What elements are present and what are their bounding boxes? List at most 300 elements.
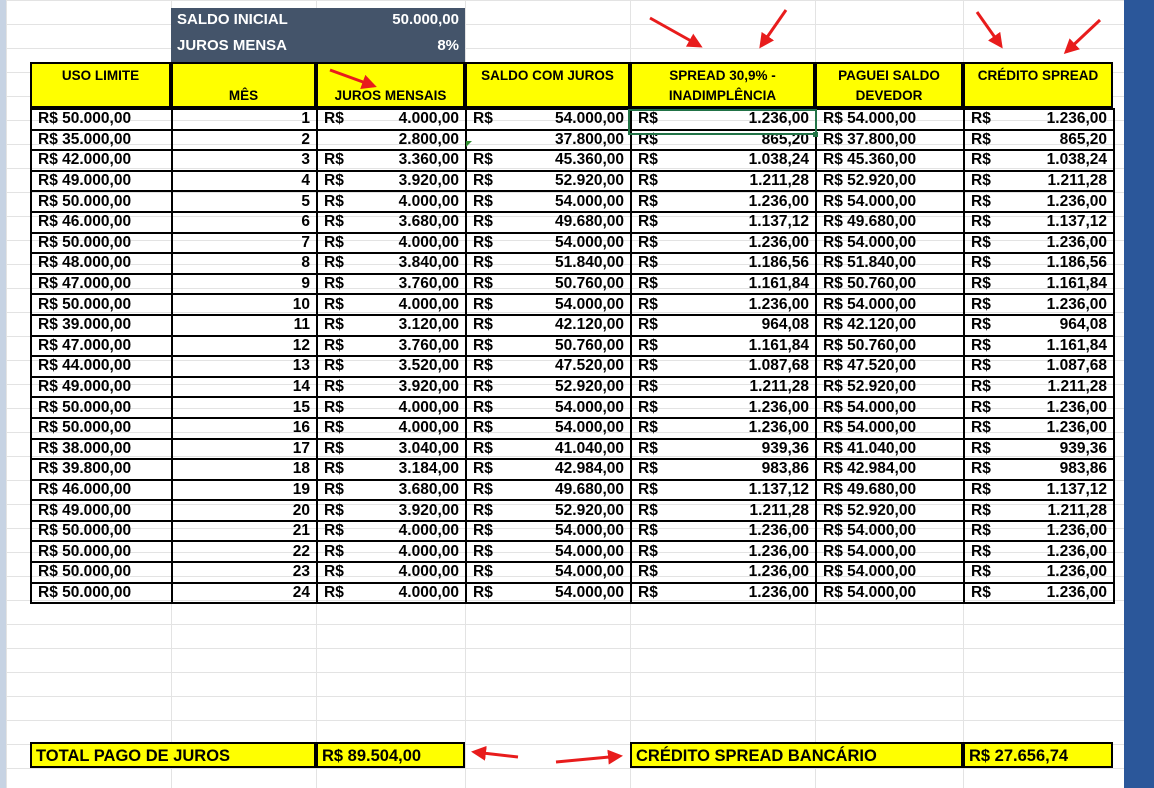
cell-uso-limite[interactable]	[31, 356, 172, 377]
uso-limite-value: R$ 48.000,00	[38, 254, 132, 272]
cell-credito-spread[interactable]	[964, 418, 1114, 439]
currency-symbol: R$	[324, 460, 344, 478]
cell-credito-spread[interactable]	[964, 253, 1114, 274]
header-paguei-line1: PAGUEI SALDO	[838, 68, 940, 83]
mes-value: 17	[292, 439, 310, 457]
cell-paguei-saldo[interactable]	[816, 480, 964, 501]
cell-uso-limite[interactable]	[31, 109, 172, 130]
cell-spread[interactable]	[631, 109, 816, 130]
cell-saldo-com-juros[interactable]	[466, 294, 631, 315]
cell-juros[interactable]	[317, 480, 466, 501]
spread-value: 1.186,56	[748, 254, 809, 272]
cell-credito-spread[interactable]	[964, 521, 1114, 542]
cell-credito-spread[interactable]	[964, 500, 1114, 521]
table-row	[31, 150, 1114, 171]
saldo-value: 54.000,00	[555, 233, 624, 251]
spread-value: 1.137,12	[748, 213, 809, 231]
cell-credito-spread[interactable]	[964, 171, 1114, 192]
saldo-inicial-value[interactable]: 50.000,00	[316, 8, 465, 32]
cell-paguei-saldo[interactable]	[816, 233, 964, 254]
currency-symbol: R$	[473, 295, 493, 313]
cell-paguei-saldo[interactable]	[816, 336, 964, 357]
cell-credito-spread[interactable]	[964, 377, 1114, 398]
currency-symbol: R$	[638, 172, 658, 190]
cell-spread[interactable]	[631, 562, 816, 583]
cell-mes[interactable]	[172, 480, 317, 501]
cell-credito-spread[interactable]	[964, 397, 1114, 418]
cell-mes[interactable]	[172, 233, 317, 254]
spread-value: 964,08	[761, 316, 809, 334]
cell-uso-limite[interactable]	[31, 439, 172, 460]
cell-mes[interactable]	[172, 336, 317, 357]
cell-juros[interactable]	[317, 356, 466, 377]
juros-value: 4.000,00	[398, 542, 459, 560]
table-row	[31, 233, 1114, 254]
uso-limite-value: R$ 50.000,00	[38, 110, 132, 128]
cell-spread[interactable]	[631, 336, 816, 357]
cell-paguei-saldo[interactable]	[816, 212, 964, 233]
header-paguei-saldo[interactable]	[815, 62, 963, 108]
header-juros-mensais[interactable]: JUROS MENSAIS	[316, 62, 465, 108]
cell-juros[interactable]	[317, 233, 466, 254]
cell-mes[interactable]	[172, 562, 317, 583]
currency-symbol: R$	[473, 213, 493, 231]
uso-limite-value: R$ 50.000,00	[38, 398, 132, 416]
table-row	[31, 274, 1114, 295]
cell-juros[interactable]	[317, 459, 466, 480]
currency-symbol: R$	[971, 336, 991, 354]
cell-paguei-saldo[interactable]	[816, 521, 964, 542]
cell-spread[interactable]	[631, 315, 816, 336]
cell-uso-limite[interactable]	[31, 583, 172, 604]
currency-symbol: R$	[971, 563, 991, 581]
cell-uso-limite[interactable]	[31, 294, 172, 315]
juros-value: 3.920,00	[398, 501, 459, 519]
table-row	[31, 294, 1114, 315]
paguei-value: R$ 37.800,00	[823, 130, 917, 148]
cell-saldo-com-juros[interactable]	[466, 562, 631, 583]
paguei-value: R$ 51.840,00	[823, 254, 917, 272]
cell-uso-limite[interactable]	[31, 377, 172, 398]
cell-credito-spread[interactable]	[964, 480, 1114, 501]
cell-juros[interactable]	[317, 583, 466, 604]
header-spread-line2: INADIMPLÊNCIA	[668, 88, 777, 103]
cell-credito-spread[interactable]	[964, 212, 1114, 233]
spread-value: 1.236,00	[748, 398, 809, 416]
cell-paguei-saldo[interactable]	[816, 171, 964, 192]
cell-spread[interactable]	[631, 583, 816, 604]
cell-uso-limite[interactable]	[31, 521, 172, 542]
currency-symbol: R$	[324, 398, 344, 416]
currency-symbol: R$	[324, 542, 344, 560]
cell-paguei-saldo[interactable]	[816, 500, 964, 521]
credito-value: 1.211,28	[1047, 172, 1107, 190]
cell-paguei-saldo[interactable]	[816, 253, 964, 274]
cell-saldo-com-juros[interactable]	[466, 171, 631, 192]
cell-credito-spread[interactable]	[964, 459, 1114, 480]
credito-value: 1.236,00	[1046, 398, 1107, 416]
uso-limite-value: R$ 50.000,00	[38, 522, 132, 540]
cell-juros[interactable]	[317, 377, 466, 398]
paguei-value: R$ 45.360,00	[823, 151, 917, 169]
juros-value: 3.920,00	[398, 378, 459, 396]
credito-value: 1.236,00	[1046, 295, 1107, 313]
currency-symbol: R$	[638, 254, 658, 272]
cell-juros[interactable]	[317, 150, 466, 171]
saldo-value: 52.920,00	[555, 378, 624, 396]
credito-value: 1.236,00	[1046, 583, 1107, 601]
uso-limite-value: R$ 42.000,00	[38, 151, 132, 169]
cell-credito-spread[interactable]	[964, 356, 1114, 377]
cell-mes[interactable]	[172, 294, 317, 315]
uso-limite-value: R$ 44.000,00	[38, 357, 132, 375]
cell-juros[interactable]	[317, 109, 466, 130]
credito-value: 964,08	[1059, 316, 1107, 334]
cell-paguei-saldo[interactable]	[816, 562, 964, 583]
header-credito-spread[interactable]: CRÉDITO SPREAD	[963, 62, 1113, 108]
cell-paguei-saldo[interactable]	[816, 459, 964, 480]
cell-mes[interactable]	[172, 439, 317, 460]
cell-juros[interactable]	[317, 130, 466, 151]
currency-symbol: R$	[473, 275, 493, 293]
currency-symbol: R$	[971, 130, 991, 148]
currency-symbol: R$	[971, 151, 991, 169]
cell-juros[interactable]	[317, 212, 466, 233]
currency-symbol: R$	[971, 501, 991, 519]
cell-spread[interactable]	[631, 480, 816, 501]
cell-saldo-com-juros[interactable]	[466, 480, 631, 501]
cell-mes[interactable]	[172, 315, 317, 336]
cell-paguei-saldo[interactable]	[816, 150, 964, 171]
cell-paguei-saldo[interactable]	[816, 541, 964, 562]
cell-credito-spread[interactable]	[964, 562, 1114, 583]
cell-mes[interactable]	[172, 500, 317, 521]
uso-limite-value: R$ 49.000,00	[38, 172, 132, 190]
saldo-value: 50.760,00	[555, 275, 624, 293]
table-row	[31, 130, 1114, 151]
cell-saldo-com-juros[interactable]	[466, 253, 631, 274]
cell-uso-limite[interactable]	[31, 233, 172, 254]
cell-credito-spread[interactable]	[964, 109, 1114, 130]
spread-value: 1.236,00	[748, 233, 809, 251]
cell-saldo-com-juros[interactable]	[466, 109, 631, 130]
cell-credito-spread[interactable]	[964, 294, 1114, 315]
cell-mes[interactable]	[172, 397, 317, 418]
cell-spread[interactable]	[631, 150, 816, 171]
juros-mensal-value[interactable]: 8%	[316, 32, 465, 62]
cell-mes[interactable]	[172, 459, 317, 480]
mes-value: 12	[292, 336, 310, 354]
currency-symbol: R$	[473, 378, 493, 396]
cell-mes[interactable]	[172, 191, 317, 212]
currency-symbol: R$	[971, 172, 991, 190]
mes-value: 21	[292, 522, 310, 540]
cell-credito-spread[interactable]	[964, 233, 1114, 254]
credito-value: 1.186,56	[1046, 254, 1107, 272]
header-spread[interactable]	[630, 62, 815, 108]
total-pago-label[interactable]: TOTAL PAGO DE JUROS	[30, 742, 316, 768]
cell-credito-spread[interactable]	[964, 274, 1114, 295]
cell-saldo-com-juros[interactable]	[466, 212, 631, 233]
cell-saldo-com-juros[interactable]	[466, 191, 631, 212]
cell-spread[interactable]	[631, 294, 816, 315]
cell-saldo-com-juros[interactable]	[466, 541, 631, 562]
cell-spread[interactable]	[631, 397, 816, 418]
cell-saldo-com-juros[interactable]	[466, 397, 631, 418]
currency-symbol: R$	[473, 542, 493, 560]
cell-credito-spread[interactable]	[964, 541, 1114, 562]
cell-mes[interactable]	[172, 274, 317, 295]
cell-juros[interactable]	[317, 562, 466, 583]
cell-credito-spread[interactable]	[964, 315, 1114, 336]
cell-credito-spread[interactable]	[964, 336, 1114, 357]
cell-mes[interactable]	[172, 418, 317, 439]
cell-paguei-saldo[interactable]	[816, 356, 964, 377]
cell-credito-spread[interactable]	[964, 583, 1114, 604]
cell-saldo-com-juros[interactable]	[466, 315, 631, 336]
cell-spread[interactable]	[631, 130, 816, 151]
cell-spread[interactable]	[631, 418, 816, 439]
table-row	[31, 583, 1114, 604]
spread-value: 1.211,28	[749, 378, 809, 396]
cell-credito-spread[interactable]	[964, 150, 1114, 171]
currency-symbol: R$	[473, 254, 493, 272]
credito-value: 1.137,12	[1046, 480, 1107, 498]
credito-value: 1.236,00	[1046, 192, 1107, 210]
cell-juros[interactable]	[317, 418, 466, 439]
cell-uso-limite[interactable]	[31, 171, 172, 192]
currency-symbol: R$	[971, 419, 991, 437]
cell-paguei-saldo[interactable]	[816, 397, 964, 418]
currency-symbol: R$	[473, 357, 493, 375]
cell-spread[interactable]	[631, 356, 816, 377]
cell-saldo-com-juros[interactable]	[466, 150, 631, 171]
cell-paguei-saldo[interactable]	[816, 583, 964, 604]
paguei-value: R$ 54.000,00	[823, 233, 917, 251]
cell-credito-spread[interactable]	[964, 191, 1114, 212]
cell-uso-limite[interactable]	[31, 150, 172, 171]
cell-paguei-saldo[interactable]	[816, 377, 964, 398]
cell-spread[interactable]	[631, 541, 816, 562]
currency-symbol: R$	[473, 192, 493, 210]
cell-credito-spread[interactable]	[964, 439, 1114, 460]
cell-spread[interactable]	[631, 439, 816, 460]
saldo-value: 45.360,00	[555, 151, 624, 169]
cell-paguei-saldo[interactable]	[816, 418, 964, 439]
juros-value: 4.000,00	[398, 583, 459, 601]
uso-limite-value: R$ 50.000,00	[38, 563, 132, 581]
cell-juros[interactable]	[317, 274, 466, 295]
cell-uso-limite[interactable]	[31, 336, 172, 357]
credito-value: 1.161,84	[1046, 336, 1107, 354]
credito-value: 983,86	[1059, 460, 1107, 478]
saldo-value: 54.000,00	[555, 419, 624, 437]
paguei-value: R$ 54.000,00	[823, 110, 917, 128]
header-paguei-line2: DEVEDOR	[855, 88, 923, 103]
juros-value: 3.760,00	[398, 336, 459, 354]
cell-saldo-com-juros[interactable]	[466, 130, 631, 151]
cell-saldo-com-juros[interactable]	[466, 500, 631, 521]
currency-symbol: R$	[638, 275, 658, 293]
cell-saldo-com-juros[interactable]	[466, 233, 631, 254]
cell-spread[interactable]	[631, 233, 816, 254]
cell-juros[interactable]	[317, 336, 466, 357]
cell-uso-limite[interactable]	[31, 253, 172, 274]
mes-value: 10	[292, 295, 310, 313]
juros-value: 3.760,00	[398, 275, 459, 293]
spread-value: 1.236,00	[748, 192, 809, 210]
cell-mes[interactable]	[172, 171, 317, 192]
cell-juros[interactable]	[317, 315, 466, 336]
total-pago-value[interactable]: R$ 89.504,00	[316, 742, 465, 768]
cell-uso-limite[interactable]	[31, 191, 172, 212]
cell-juros[interactable]	[317, 171, 466, 192]
cell-saldo-com-juros[interactable]	[466, 439, 631, 460]
currency-symbol: R$	[324, 110, 344, 128]
cell-uso-limite[interactable]	[31, 212, 172, 233]
cell-spread[interactable]	[631, 212, 816, 233]
currency-symbol: R$	[473, 398, 493, 416]
currency-symbol: R$	[638, 295, 658, 313]
spread-value: 983,86	[761, 460, 809, 478]
cell-juros[interactable]	[317, 500, 466, 521]
paguei-value: R$ 54.000,00	[823, 542, 917, 560]
credito-spread-bancario-value[interactable]: R$ 27.656,74	[963, 742, 1113, 768]
cell-mes[interactable]	[172, 253, 317, 274]
cell-spread[interactable]	[631, 253, 816, 274]
credito-value: 1.236,00	[1046, 233, 1107, 251]
cell-juros[interactable]	[317, 191, 466, 212]
currency-symbol: R$	[324, 172, 344, 190]
credito-spread-bancario-label[interactable]: CRÉDITO SPREAD BANCÁRIO	[630, 742, 963, 768]
saldo-value: 47.520,00	[555, 357, 624, 375]
currency-symbol: R$	[638, 439, 658, 457]
cell-uso-limite[interactable]	[31, 418, 172, 439]
currency-symbol: R$	[638, 316, 658, 334]
table-row	[31, 397, 1114, 418]
cell-uso-limite[interactable]	[31, 541, 172, 562]
credito-value: 1.087,68	[1046, 357, 1107, 375]
table-row	[31, 439, 1114, 460]
cell-uso-limite[interactable]	[31, 130, 172, 151]
cell-mes[interactable]	[172, 521, 317, 542]
table-row	[31, 541, 1114, 562]
juros-value: 3.920,00	[398, 172, 459, 190]
cell-uso-limite[interactable]	[31, 500, 172, 521]
cell-juros[interactable]	[317, 521, 466, 542]
cell-paguei-saldo[interactable]	[816, 274, 964, 295]
cell-spread[interactable]	[631, 500, 816, 521]
cell-credito-spread[interactable]	[964, 130, 1114, 151]
table-row	[31, 356, 1114, 377]
cell-uso-limite[interactable]	[31, 459, 172, 480]
cell-uso-limite[interactable]	[31, 274, 172, 295]
cell-uso-limite[interactable]	[31, 562, 172, 583]
cell-saldo-com-juros[interactable]	[466, 583, 631, 604]
currency-symbol: R$	[638, 357, 658, 375]
cell-paguei-saldo[interactable]	[816, 294, 964, 315]
cell-saldo-com-juros[interactable]	[466, 377, 631, 398]
currency-symbol: R$	[971, 460, 991, 478]
cell-paguei-saldo[interactable]	[816, 191, 964, 212]
paguei-value: R$ 42.120,00	[823, 316, 917, 334]
cell-mes[interactable]	[172, 541, 317, 562]
mes-value: 16	[292, 419, 310, 437]
uso-limite-value: R$ 38.000,00	[38, 439, 132, 457]
cell-juros[interactable]	[317, 439, 466, 460]
paguei-value: R$ 54.000,00	[823, 295, 917, 313]
cell-mes[interactable]	[172, 212, 317, 233]
cell-mes[interactable]	[172, 150, 317, 171]
uso-limite-value: R$ 39.000,00	[38, 316, 132, 334]
cell-mes[interactable]	[172, 130, 317, 151]
credito-value: 1.211,28	[1047, 378, 1107, 396]
header-uso-limite[interactable]: USO LIMITE	[30, 62, 171, 108]
mes-value: 18	[292, 460, 310, 478]
currency-symbol: R$	[638, 563, 658, 581]
cell-mes[interactable]	[172, 356, 317, 377]
cell-mes[interactable]	[172, 377, 317, 398]
currency-symbol: R$	[324, 151, 344, 169]
currency-symbol: R$	[473, 419, 493, 437]
cell-saldo-com-juros[interactable]	[466, 356, 631, 377]
cell-juros[interactable]	[317, 253, 466, 274]
header-spread-line1: SPREAD 30,9% -	[669, 68, 776, 83]
cell-uso-limite[interactable]	[31, 480, 172, 501]
currency-symbol: R$	[324, 254, 344, 272]
uso-limite-value: R$ 50.000,00	[38, 295, 132, 313]
cell-uso-limite[interactable]	[31, 397, 172, 418]
cell-juros[interactable]	[317, 294, 466, 315]
cell-spread[interactable]	[631, 274, 816, 295]
saldo-value: 51.840,00	[555, 254, 624, 272]
cell-paguei-saldo[interactable]	[816, 315, 964, 336]
currency-symbol: R$	[638, 233, 658, 251]
header-saldo-com-juros[interactable]: SALDO COM JUROS	[465, 62, 630, 108]
spread-value: 1.236,00	[748, 542, 809, 560]
cell-juros[interactable]	[317, 397, 466, 418]
credito-value: 1.236,00	[1046, 563, 1107, 581]
cell-saldo-com-juros[interactable]	[466, 521, 631, 542]
cell-saldo-com-juros[interactable]	[466, 274, 631, 295]
header-mes[interactable]: MÊS	[171, 62, 316, 108]
cell-saldo-com-juros[interactable]	[466, 459, 631, 480]
cell-paguei-saldo[interactable]	[816, 439, 964, 460]
cell-juros[interactable]	[317, 541, 466, 562]
cell-paguei-saldo[interactable]	[816, 130, 964, 151]
cell-spread[interactable]	[631, 521, 816, 542]
window-right-panel	[1124, 0, 1154, 788]
cell-spread[interactable]	[631, 459, 816, 480]
currency-symbol: R$	[324, 316, 344, 334]
paguei-value: R$ 54.000,00	[823, 563, 917, 581]
cell-spread[interactable]	[631, 191, 816, 212]
saldo-value: 49.680,00	[555, 213, 624, 231]
cell-mes[interactable]	[172, 583, 317, 604]
cell-paguei-saldo[interactable]	[816, 109, 964, 130]
cell-mes[interactable]	[172, 109, 317, 130]
cell-saldo-com-juros[interactable]	[466, 418, 631, 439]
cell-spread[interactable]	[631, 377, 816, 398]
cell-saldo-com-juros[interactable]	[466, 336, 631, 357]
cell-spread[interactable]	[631, 171, 816, 192]
saldo-value: 42.984,00	[555, 460, 624, 478]
table-row	[31, 253, 1114, 274]
currency-symbol: R$	[971, 583, 991, 601]
cell-uso-limite[interactable]	[31, 315, 172, 336]
juros-value: 4.000,00	[398, 192, 459, 210]
juros-value: 3.040,00	[398, 439, 459, 457]
